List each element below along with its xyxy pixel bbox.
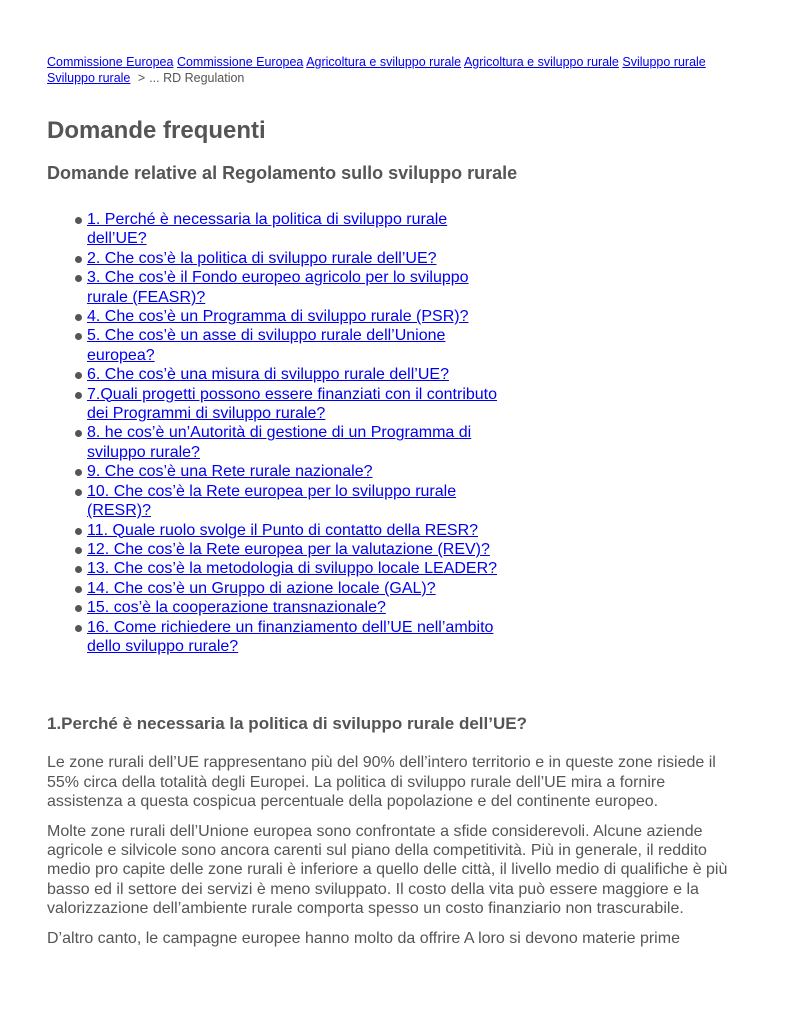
breadcrumb-link-rural-development[interactable]: Sviluppo rurale: [622, 55, 706, 69]
faq-link-16[interactable]: 16. Come richiedere un finanziamento dell’UE nell’ambito dello sviluppo rurale?: [87, 618, 494, 655]
bullet-icon: [75, 566, 82, 573]
faq-link-12[interactable]: 12. Che cos’è la Rete europea per la valutazione (REV)?: [87, 540, 490, 558]
bullet-icon: [75, 586, 82, 593]
breadcrumb-current: ... RD Regulation: [149, 71, 245, 85]
bullet-icon: [75, 275, 82, 282]
section-paragraph: Molte zone rurali dell’Unione europea sono confrontate a sfide considerevoli. Alcune aziende agricole e silvicole sono ancora carenti sul piano della competitività. Più in generale, il reddito medio pro capite delle zone rurali è inferiore a quello delle città, il livello medio di qualifiche è più basso ed il settore dei servizi è meno sviluppato. Il costo della vita può essere maggiore e la valorizzazione dell’ambiente rurale comporta spesso un costo finanziario non trascurabile.: [47, 822, 728, 918]
breadcrumb: [47, 54, 747, 86]
faq-link-8[interactable]: 8. he cos’è un’Autorità di gestione di un Programma di sviluppo rurale?: [87, 424, 472, 461]
faq-link-11[interactable]: 11. Quale ruolo svolge il Punto di contatto della RESR?: [87, 521, 479, 539]
breadcrumb-link-agriculture-alt[interactable]: Agricoltura e sviluppo rurale: [463, 55, 619, 69]
faq-link-10[interactable]: 10. Che cos’è la Rete europea per lo sviluppo rurale (RESR)?: [87, 482, 457, 520]
faq-item: [47, 598, 507, 617]
section-paragraph: Le zone rurali dell’UE rappresentano più del 90% dell’intero territorio e in queste zone risiede il 55% circa della totalità degli Europei. La politica di sviluppo rurale dell’UE mira a fornire assistenza a questa cospicua percentuale della popolazione e del continente europeo.: [47, 754, 716, 811]
faq-item: [47, 326, 507, 365]
faq-item: [47, 462, 507, 481]
faq-item: [47, 249, 507, 268]
faq-link-5[interactable]: 5. Che cos’è un asse di sviluppo rurale dell’Unione europea?: [87, 327, 446, 364]
faq-link-13[interactable]: 13. Che cos’è la metodologia di sviluppo locale LEADER?: [87, 560, 498, 578]
bullet-icon: [75, 372, 82, 379]
faq-item: [47, 618, 507, 657]
bullet-icon: [75, 489, 82, 496]
faq-link-1[interactable]: 1. Perché è necessaria la politica di sviluppo rurale dell’UE?: [87, 211, 448, 248]
bullet-icon: [75, 528, 82, 535]
faq-link-9[interactable]: 9. Che cos’è una Rete rurale nazionale?: [87, 463, 373, 481]
page-title: Domande frequenti: [47, 117, 266, 144]
faq-item: [47, 423, 507, 462]
faq-link-4[interactable]: 4. Che cos’è un Programma di sviluppo rurale (PSR)?: [87, 308, 469, 326]
faq-item: [47, 579, 507, 598]
section-paragraph: D’altro canto, le campagne europee hanno molto da offrire A loro si devono materie prime: [47, 929, 680, 947]
faq-item: [47, 268, 507, 307]
faq-item: [47, 540, 507, 559]
faq-list: [47, 210, 507, 656]
faq-item: [47, 482, 507, 521]
faq-link-3[interactable]: 3. Che cos’è il Fondo europeo agricolo per lo sviluppo rurale (FEASR)?: [87, 269, 469, 306]
faq-item: [47, 521, 507, 540]
faq-link-7[interactable]: 7.Quali progetti possono essere finanziati con il contributo dei Programmi di sviluppo rurale?: [87, 385, 498, 423]
faq-item: [47, 365, 507, 384]
breadcrumb-link-rural-development-alt[interactable]: Sviluppo rurale: [47, 71, 131, 85]
bullet-icon: [75, 469, 82, 476]
faq-link-6[interactable]: 6. Che cos’è una misura di sviluppo rurale dell’UE?: [87, 366, 449, 384]
page-content: [47, 54, 747, 948]
faq-item: [47, 559, 507, 578]
bullet-icon: [75, 547, 82, 554]
bullet-icon: [75, 605, 82, 612]
bullet-icon: [75, 430, 82, 437]
faq-item: [47, 307, 507, 326]
breadcrumb-link-commission-alt[interactable]: Commissione Europea: [176, 55, 304, 69]
breadcrumb-link-agriculture[interactable]: Agricoltura e sviluppo rurale: [306, 55, 462, 69]
breadcrumb-separator: >: [137, 71, 146, 85]
section-heading-1: 1.Perché è necessaria la politica di sviluppo rurale dell’UE?: [47, 714, 527, 734]
bullet-icon: [75, 333, 82, 340]
bullet-icon: [75, 625, 82, 632]
bullet-icon: [75, 256, 82, 263]
faq-link-14[interactable]: 14. Che cos’è un Gruppo di azione locale (GAL)?: [87, 579, 436, 597]
page-subtitle: Domande relative al Regolamento sullo sviluppo rurale: [47, 163, 518, 183]
faq-item: [47, 210, 507, 249]
bullet-icon: [75, 392, 82, 399]
bullet-icon: [75, 217, 82, 224]
faq-item: [47, 385, 507, 424]
breadcrumb-link-commission[interactable]: Commissione Europea: [47, 55, 174, 69]
faq-link-15[interactable]: 15. cos’è la cooperazione transnazionale?: [87, 599, 386, 617]
bullet-icon: [75, 314, 82, 321]
faq-link-2[interactable]: 2. Che cos’è la politica di sviluppo rurale dell’UE?: [87, 249, 437, 267]
